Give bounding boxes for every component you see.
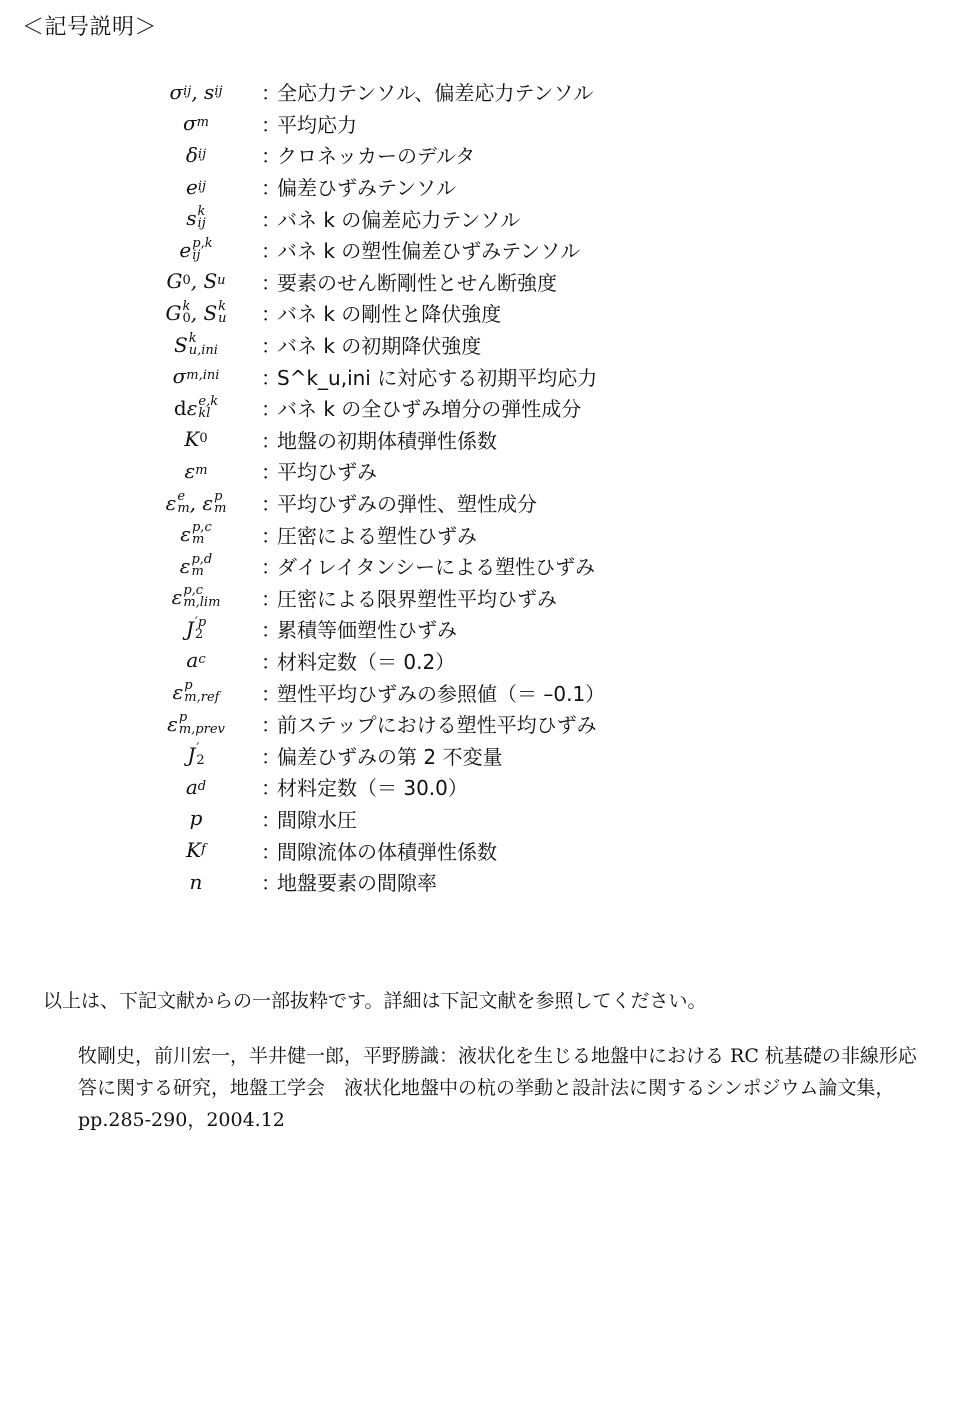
- symbol-description: 材料定数（＝ 30.0）: [277, 776, 468, 801]
- symbol: ε e m , ε p m: [165, 488, 227, 516]
- symbol: ε p,c m: [180, 520, 212, 548]
- section-heading: ＜記号説明＞: [22, 15, 158, 40]
- symbol-description: 間隙流体の体積弾性係数: [277, 839, 497, 864]
- symbol: G k 0 , S k u: [165, 298, 227, 326]
- symbol-row: [145, 487, 945, 519]
- symbol-row: [145, 613, 945, 645]
- symbol-row: [145, 518, 945, 550]
- symbol-row: [145, 329, 945, 361]
- symbol-description: ダイレイタンシーによる塑性ひずみ: [277, 555, 596, 580]
- symbol-description: S^k_u,ini に対応する初期平均応力: [277, 365, 598, 390]
- colon: ：: [261, 428, 281, 453]
- symbol-description: 地盤の初期体積弾性係数: [277, 428, 497, 453]
- symbol: K f: [186, 838, 206, 863]
- symbol-description: バネ k の剛性と降伏強度: [277, 302, 502, 327]
- symbol-row: [145, 834, 945, 866]
- colon: ：: [261, 618, 281, 643]
- symbol-row: [145, 550, 945, 582]
- symbol-description: 偏差ひずみの第 2 不変量: [277, 744, 503, 769]
- symbol-description: 平均ひずみ: [277, 460, 377, 485]
- symbol-description: 材料定数（＝ 0.2）: [277, 649, 456, 674]
- colon: ：: [261, 176, 281, 201]
- symbol: S k u,ini: [174, 330, 218, 358]
- colon: ：: [261, 555, 281, 580]
- symbol: e p,k ij: [179, 235, 213, 263]
- symbol-description: 全応力テンソル、偏差応力テンソル: [277, 81, 594, 106]
- symbol: e ij: [185, 174, 207, 199]
- colon: ：: [261, 239, 281, 264]
- colon: ：: [261, 744, 281, 769]
- colon: ：: [261, 397, 281, 422]
- symbol-row: [145, 297, 945, 329]
- colon: ：: [261, 713, 281, 738]
- symbol: J ′p 2: [185, 614, 207, 642]
- symbol: d ε e,k kl: [173, 393, 219, 421]
- symbol-row: [145, 645, 945, 677]
- symbol-row: [145, 202, 945, 234]
- symbol-description: 累積等価塑性ひずみ: [277, 618, 457, 643]
- symbol-description: バネ k の塑性偏差ひずみテンソル: [277, 239, 581, 264]
- symbol: K 0: [184, 427, 208, 452]
- colon: ：: [261, 586, 281, 611]
- symbol-description: バネ k の初期降伏強度: [277, 334, 482, 359]
- symbol-description: 地盤要素の間隙率: [277, 871, 437, 896]
- colon: ：: [261, 839, 281, 864]
- colon: ：: [261, 270, 281, 295]
- symbol-row: [145, 139, 945, 171]
- symbol-row: [145, 455, 945, 487]
- symbol: σ m,ini: [172, 364, 220, 389]
- symbol: ε p m,prev: [167, 709, 225, 737]
- symbol: G 0 , S u: [166, 269, 226, 294]
- symbol: ε p m,ref: [172, 678, 220, 706]
- symbol-description: 要素のせん断剛性とせん断強度: [277, 270, 557, 295]
- symbol: a c: [186, 648, 206, 673]
- symbol-description: バネ k の全ひずみ増分の弾性成分: [277, 397, 582, 422]
- colon: ：: [261, 492, 281, 517]
- symbol-row: [145, 739, 945, 771]
- colon: ：: [261, 365, 281, 390]
- symbol-row: [145, 708, 945, 740]
- symbol: σ ij , s ij: [169, 79, 223, 104]
- colon: ：: [261, 871, 281, 896]
- symbol: ε p,c m,lim: [171, 583, 221, 611]
- symbol-row: [145, 803, 945, 835]
- colon: ：: [261, 302, 281, 327]
- symbol-row: [145, 171, 945, 203]
- colon: ：: [261, 807, 281, 832]
- symbol-row: [145, 771, 945, 803]
- symbol: p: [189, 806, 203, 831]
- symbol: n: [189, 869, 203, 894]
- colon: ：: [261, 207, 281, 232]
- symbol-row: [145, 424, 945, 456]
- colon: ：: [261, 144, 281, 169]
- colon: ：: [261, 112, 281, 137]
- symbol-row: [145, 582, 945, 614]
- symbol-row: [145, 76, 945, 108]
- symbol: J ′ 2: [187, 741, 205, 769]
- symbol-row: [145, 108, 945, 140]
- symbol-table: [145, 76, 945, 897]
- symbol-description: 偏差ひずみテンソル: [277, 176, 456, 201]
- symbol: a d: [185, 774, 207, 799]
- symbol: ε p,d m: [179, 551, 213, 579]
- symbol: σ m: [183, 111, 209, 136]
- symbol-row: [145, 360, 945, 392]
- symbol-description: 塑性平均ひずみの参照値（＝ –0.1）: [277, 681, 606, 706]
- symbol: ε m: [184, 458, 208, 483]
- colon: ：: [261, 81, 281, 106]
- colon: ：: [261, 523, 281, 548]
- symbol-description: 平均ひずみの弾性、塑性成分: [277, 492, 537, 517]
- symbol-row: [145, 392, 945, 424]
- symbol-row: [145, 266, 945, 298]
- symbol-description: クロネッカーのデルタ: [277, 144, 476, 169]
- colon: ：: [261, 649, 281, 674]
- symbol-description: 前ステップにおける塑性平均ひずみ: [277, 713, 597, 738]
- colon: ：: [261, 776, 281, 801]
- symbol-description: 間隙水圧: [277, 807, 357, 832]
- colon: ：: [261, 681, 281, 706]
- symbol: δ ij: [185, 142, 207, 167]
- symbol-description: 圧密による限界塑性平均ひずみ: [277, 586, 557, 611]
- symbol-row: [145, 866, 945, 898]
- symbol-description: バネ k の偏差応力テンソル: [277, 207, 521, 232]
- colon: ：: [261, 460, 281, 485]
- symbol-description: 平均応力: [277, 112, 357, 137]
- reference-citation: 牧剛史，前川宏一，半井健一郎，平野勝識：液状化を生じる地盤中における RC 杭基礎の非線形応答に関する研究，地盤工学会 液状化地盤中の杭の挙動と設計法に関するシンポジウム論文集，pp.285-290，2004.12: [78, 1045, 917, 1131]
- colon: ：: [261, 334, 281, 359]
- source-note: 以上は、下記文献からの一部抜粋です。詳細は下記文献を参照してください。: [43, 990, 707, 1012]
- symbol-row: [145, 234, 945, 266]
- symbol: s k ij: [186, 204, 206, 232]
- symbol-description: 圧密による塑性ひずみ: [277, 523, 477, 548]
- symbol-row: [145, 676, 945, 708]
